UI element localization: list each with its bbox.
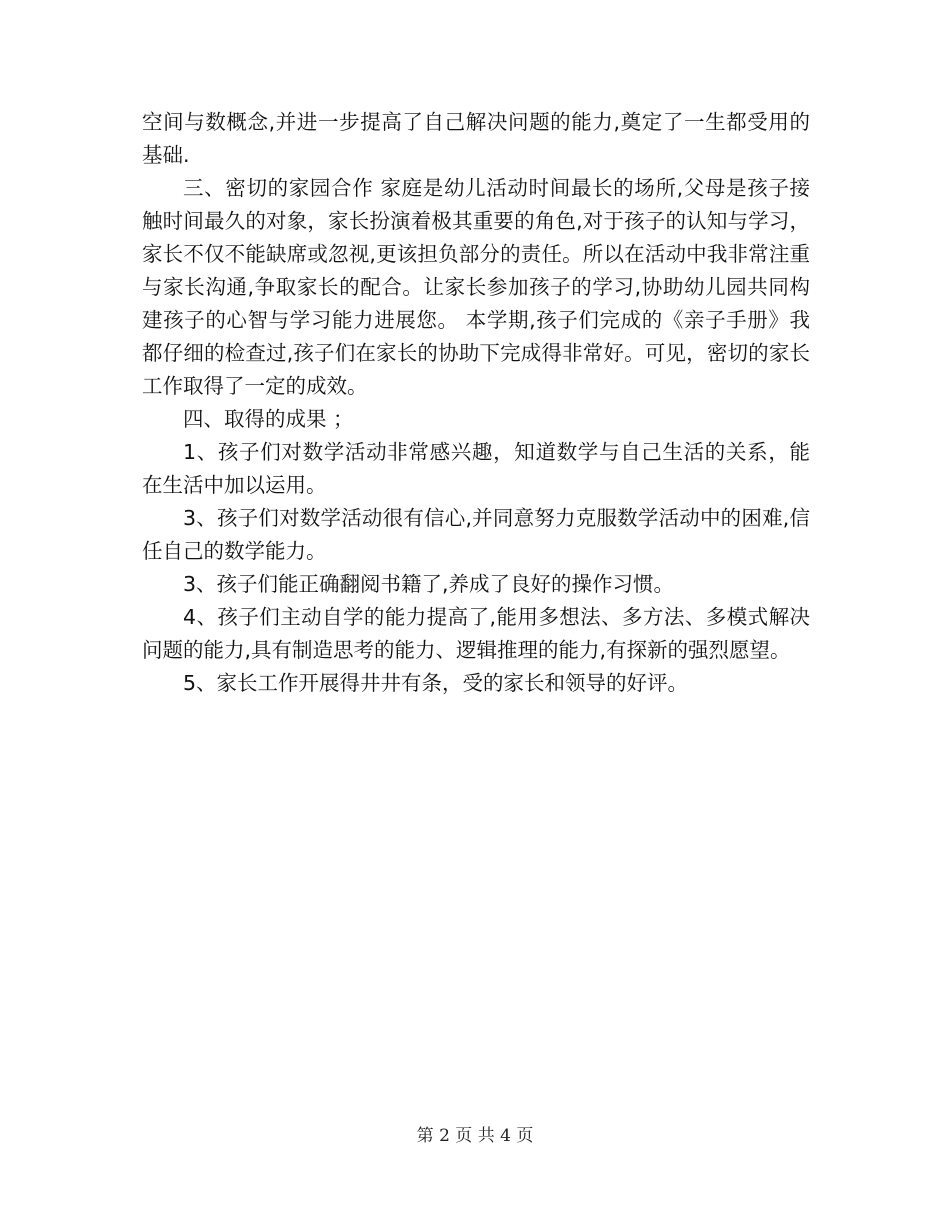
- page-number-footer: 第 2 页 共 4 页: [416, 1126, 534, 1146]
- result-item-1: 1、孩子们对数学活动非常感兴趣，知道数学与自己生活的关系，能在生活中加以运用。: [142, 440, 810, 497]
- result-item-2: 3、孩子们对数学活动很有信心,并同意努力克服数学活动中的困难,信任自己的数学能力。: [142, 506, 810, 563]
- section-heading-results: 四、取得的成果 ；: [183, 407, 354, 431]
- result-item-4: 4、孩子们主动自学的能力提高了,能用多想法、多方法、多模式解决问题的能力,具有制造思考的能力、逻辑推理的能力,有探新的强烈愿望。: [142, 605, 810, 662]
- paragraph-continuation: 空间与数概念,并进一步提高了自己解决问题的能力,奠定了一生都受用的基础.: [142, 110, 810, 167]
- paragraph-home-school-cooperation: 三、密切的家园合作 家庭是幼儿活动时间最长的场所,父母是孩子接触时间最久的对象，家长扮演着极其重要的角色,对于孩子的认知与学习，家长不仅不能缺席或忽视,更该担负部分的责任。所以在活动中我非常注重与家长沟通,争取家长的配合。让家长参加孩子的学习,协助幼儿园共同构建孩子的心智与学习能力进展您。 本学期,孩子们完成的《亲子手册》我都仔细的检查过,孩子们在家长的协助下完成得非常好。可见，密切的家长工作取得了一定的成效。: [142, 176, 810, 398]
- result-item-5: 5、家长工作开展得井井有条，受的家长和领导的好评。: [183, 671, 689, 695]
- document-body: [142, 106, 810, 700]
- result-item-3: 3、孩子们能正确翻阅书籍了,养成了良好的操作习惯。: [183, 572, 675, 596]
